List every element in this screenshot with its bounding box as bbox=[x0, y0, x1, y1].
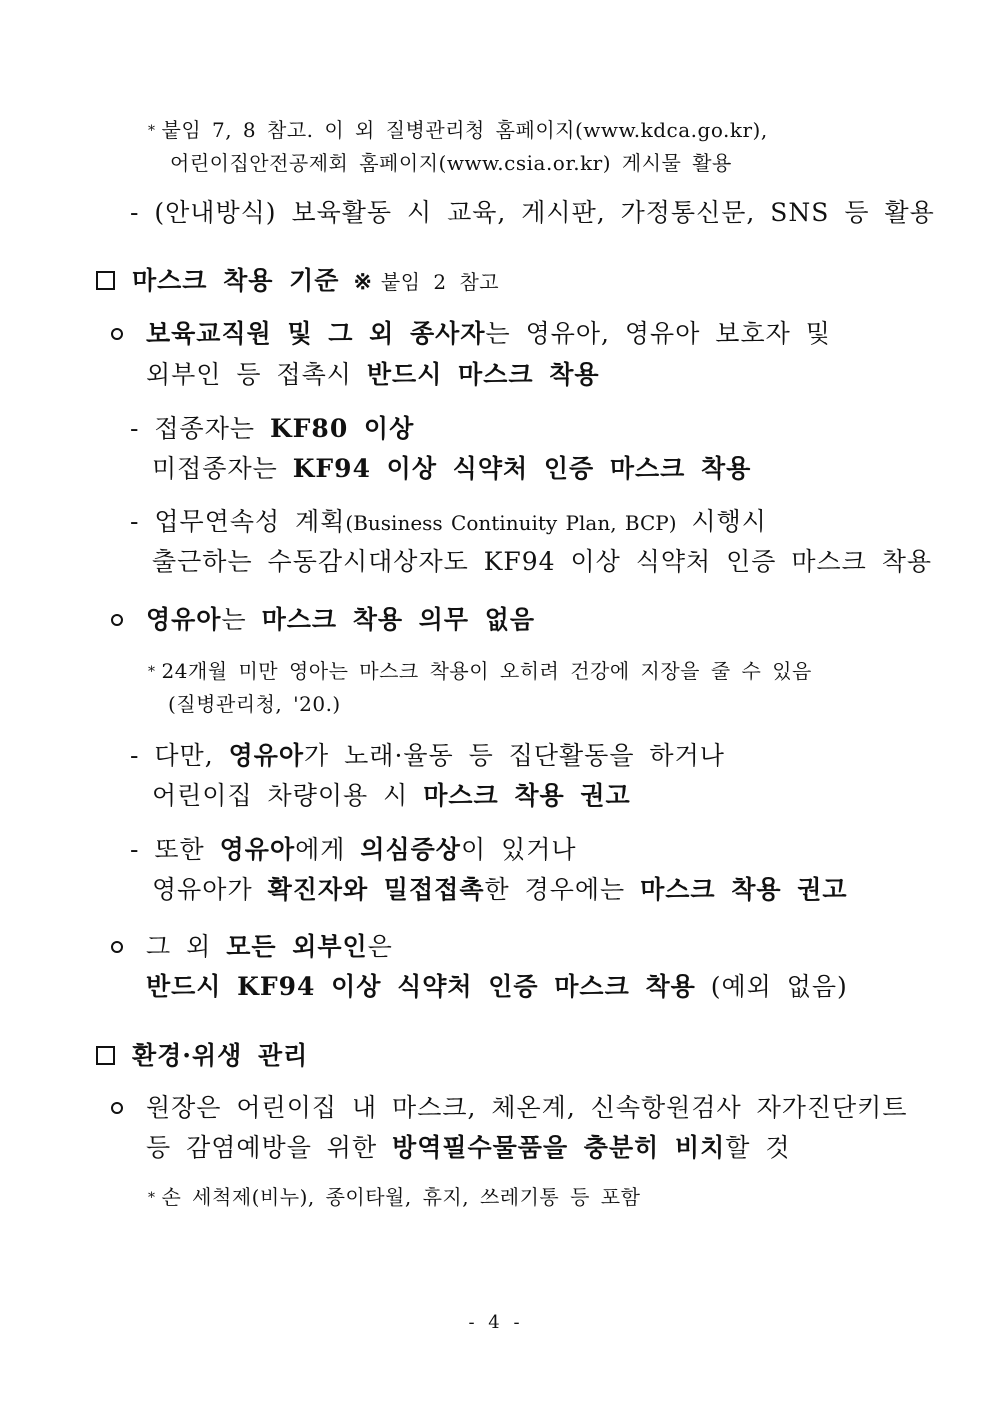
outsiders-line-2: 반드시 KF94 이상 식약처 인증 마스크 착용 (예외 없음) bbox=[146, 972, 848, 1001]
note-star: * bbox=[148, 123, 156, 139]
page-number: - 4 - bbox=[468, 1312, 524, 1333]
section-mask-ref: 붙임 2 참고 bbox=[380, 270, 500, 294]
director-line-1: 원장은 어린이집 내 마스크, 체온계, 신속항원검사 자가진단키트 bbox=[146, 1093, 908, 1122]
guide-line: - (안내방식) 보육활동 시 교육, 게시판, 가정통신문, SNS 등 활용 bbox=[130, 198, 935, 227]
outsiders-line-1: 그 외 모든 외부인은 bbox=[146, 932, 393, 961]
vaccinated-line-2: 미접종자는 KF94 이상 식약처 인증 마스크 착용 bbox=[152, 454, 752, 483]
note-2-line-1: * 24개월 미만 영아는 마스크 착용이 오히려 건강에 지장을 줄 수 있음 bbox=[148, 659, 812, 683]
bcp-line-1: - 업무연속성 계획(Business Continuity Plan, BCP) 시행시 bbox=[130, 507, 767, 536]
group-activity-line-2: 어린이집 차량이용 시 마스크 착용 권고 bbox=[152, 781, 631, 810]
note-1-line-2: 어린이집안전공제회 홈페이지(www.csia.or.kr) 게시물 활용 bbox=[170, 151, 732, 175]
note-2-line-2: (질병관리청, '20.) bbox=[168, 692, 341, 716]
group-activity-line-1: - 다만, 영유아가 노래·율동 등 집단활동을 하거나 bbox=[130, 741, 725, 770]
director-line-2: 등 감염예방을 위한 방역필수물품을 충분히 비치할 것 bbox=[146, 1133, 791, 1162]
section-checkbox-icon bbox=[96, 1046, 115, 1065]
note-star: * bbox=[148, 1190, 156, 1206]
symptom-line-2: 영유아가 확진자와 밀접접촉한 경우에는 마스크 착용 권고 bbox=[152, 875, 848, 904]
section-mask-heading bbox=[132, 268, 499, 293]
symptom-line-1: - 또한 영유아에게 의심증상이 있거나 bbox=[130, 835, 577, 864]
section-checkbox-icon bbox=[96, 271, 115, 290]
bcp-line-2: 출근하는 수동감시대상자도 KF94 이상 식약처 인증 마스크 착용 bbox=[152, 547, 933, 576]
note-1-line-1: * 붙임 7, 8 참고. 이 외 질병관리청 홈페이지(www.kdca.go.kr), bbox=[148, 118, 768, 142]
bullet-circle-icon bbox=[111, 1102, 123, 1114]
reference-mark-icon: ※ bbox=[353, 269, 373, 295]
bullet-circle-icon bbox=[111, 941, 123, 953]
bullet-circle-icon bbox=[111, 614, 123, 626]
bullet-circle-icon bbox=[111, 328, 123, 340]
note-3-line-1: * 손 세척제(비누), 종이타월, 휴지, 쓰레기통 등 포함 bbox=[148, 1185, 641, 1209]
section-env-heading: 환경·위생 관리 bbox=[132, 1041, 309, 1070]
section-mask-title: 마스크 착용 기준 bbox=[132, 266, 340, 295]
staff-line-1: 보육교직원 및 그 외 종사자는 영유아, 영유아 보호자 및 bbox=[146, 319, 831, 348]
vaccinated-line-1: - 접종자는 KF80 이상 bbox=[130, 414, 415, 443]
infant-line: 영유아는 마스크 착용 의무 없음 bbox=[146, 605, 536, 634]
staff-line-2: 외부인 등 접촉시 반드시 마스크 착용 bbox=[146, 360, 600, 389]
note-star: * bbox=[148, 664, 156, 680]
